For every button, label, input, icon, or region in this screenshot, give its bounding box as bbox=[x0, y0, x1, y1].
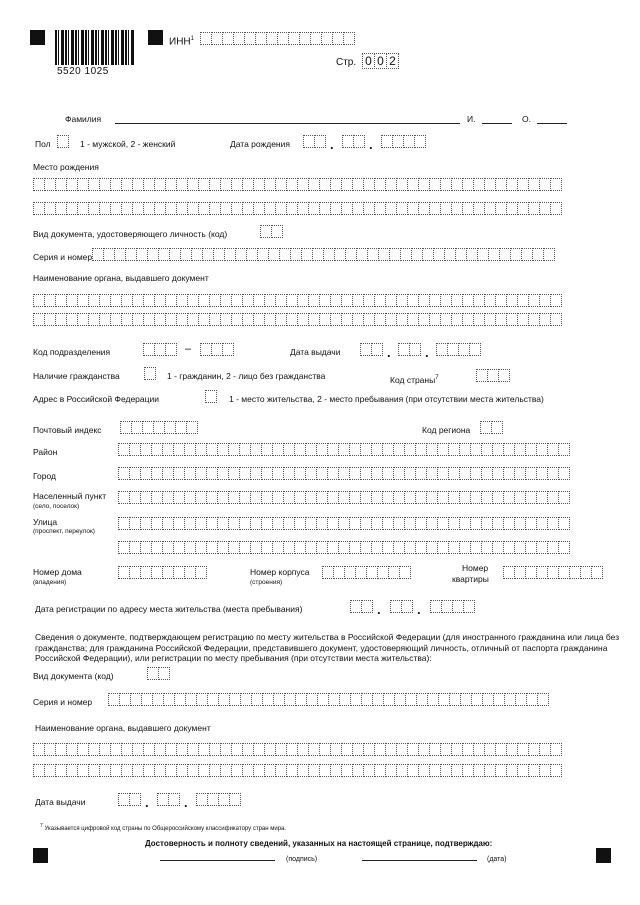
signature-line[interactable] bbox=[160, 860, 275, 861]
issue-day-cells[interactable] bbox=[360, 343, 382, 356]
doc-issuer-row-2[interactable] bbox=[33, 313, 561, 326]
reg-doc-series-cells[interactable] bbox=[108, 693, 548, 706]
registration-mark-bottom-left bbox=[33, 848, 48, 863]
birth-place-label: Место рождения bbox=[33, 162, 99, 172]
doc-issuer-row-1[interactable] bbox=[33, 294, 561, 307]
page-label: Стр. bbox=[336, 57, 357, 68]
sex-label: Пол bbox=[35, 139, 51, 149]
reg-date-label: Дата регистрации по адресу места жительства (места пребывания) bbox=[35, 604, 303, 614]
city-cells[interactable] bbox=[118, 467, 569, 480]
inn-label: ИНН$^1$ bbox=[169, 36, 194, 48]
sex-cell[interactable] bbox=[57, 135, 68, 148]
house-label: Номер дома bbox=[33, 567, 82, 577]
country-code-label: Код страны$^7$ bbox=[390, 374, 439, 385]
country-code-cells[interactable] bbox=[476, 369, 509, 382]
flat-label: Номер bbox=[462, 563, 489, 573]
locality-label: Населенный пункт bbox=[33, 491, 107, 501]
flat-cells[interactable] bbox=[503, 566, 602, 579]
birth-place-row-2[interactable] bbox=[33, 202, 561, 215]
reg-doc-paragraph: Сведения о документе, подтверждающем регистрацию по месту жительства в Российской Федерации (для иностранного гражданина или лица без гражданства; для гражданина Российской Федерации, представившего документ, удостоверяющий личность, отличный от паспорта гражданина Российской Федерации), или регистрации по месту пребывания (при отсутствии места жительства): bbox=[35, 632, 620, 663]
issue-year-cells[interactable] bbox=[436, 343, 480, 356]
birth-place-row-1[interactable] bbox=[33, 178, 561, 191]
doc-series-cells[interactable] bbox=[92, 248, 554, 261]
building-cells[interactable] bbox=[322, 566, 410, 579]
reg-doc-type-label: Вид документа (код) bbox=[33, 671, 114, 681]
flat-label-2: квартиры bbox=[452, 574, 489, 584]
initial-o-label: О. bbox=[522, 114, 531, 124]
region-code-cells[interactable] bbox=[480, 421, 502, 434]
building-sub: (строения) bbox=[250, 579, 283, 586]
registration-mark-top-mid bbox=[148, 30, 163, 45]
division-code-label: Код подразделения bbox=[33, 347, 111, 357]
reg-doc-series-label: Серия и номер bbox=[33, 697, 93, 707]
reg-doc-issuer-row-1[interactable] bbox=[33, 743, 561, 756]
sex-hint: 1 - мужской, 2 - женский bbox=[80, 139, 176, 149]
issue-date-label: Дата выдачи bbox=[290, 347, 341, 357]
street-cells-2[interactable] bbox=[118, 541, 569, 554]
postal-code-label: Почтовый индекс bbox=[33, 425, 102, 435]
reg-doc-year-cells[interactable] bbox=[196, 793, 240, 806]
reg-doc-issuer-row-2[interactable] bbox=[33, 764, 561, 777]
date-line[interactable] bbox=[362, 860, 477, 861]
inn-cells[interactable] bbox=[200, 32, 354, 45]
reg-doc-date-label: Дата выдачи bbox=[35, 797, 86, 807]
reg-year-cells[interactable] bbox=[430, 600, 474, 613]
barcode-number: 5520 1025 bbox=[57, 66, 109, 77]
address-label: Адрес в Российской Федерации bbox=[33, 394, 160, 404]
district-cells[interactable] bbox=[118, 443, 569, 456]
house-cells[interactable] bbox=[118, 566, 206, 579]
reg-doc-type-cells[interactable] bbox=[147, 667, 169, 680]
doc-issuer-label: Наименование органа, выдавшего документ bbox=[33, 273, 209, 283]
citizenship-label: Наличие гражданства bbox=[33, 371, 120, 381]
surname-label: Фамилия bbox=[65, 114, 102, 124]
street-sub: (проспект, переулок) bbox=[33, 528, 95, 535]
address-hint: 1 - место жительства, 2 - место пребывания (при отсутствии места жительства) bbox=[229, 394, 544, 404]
district-label: Район bbox=[33, 447, 58, 457]
reg-doc-issuer-label: Наименование органа, выдавшего документ bbox=[35, 723, 211, 733]
date-caption: (дата) bbox=[487, 856, 507, 863]
street-label: Улица bbox=[33, 517, 58, 527]
locality-cells[interactable] bbox=[118, 491, 569, 504]
division-code-cells-2[interactable] bbox=[200, 343, 233, 356]
building-label: Номер корпуса bbox=[250, 567, 310, 577]
birth-month-cells[interactable] bbox=[342, 135, 364, 148]
initial-o-line[interactable] bbox=[537, 123, 567, 124]
citizenship-cell[interactable] bbox=[144, 367, 155, 380]
birth-day-cells[interactable] bbox=[303, 135, 325, 148]
barcode bbox=[55, 30, 135, 65]
postal-code-cells[interactable] bbox=[120, 421, 197, 434]
page-number: 0 0 2 bbox=[362, 53, 398, 69]
doc-type-label: Вид документа, удостоверяющего личность (код) bbox=[33, 229, 228, 239]
street-cells-1[interactable] bbox=[118, 517, 569, 530]
locality-sub: (село, поселок) bbox=[33, 503, 80, 510]
initial-i-line[interactable] bbox=[482, 123, 512, 124]
doc-type-cells[interactable] bbox=[260, 225, 282, 238]
citizenship-hint: 1 - гражданин, 2 - лицо без гражданства bbox=[167, 371, 326, 381]
city-label: Город bbox=[33, 471, 56, 481]
issue-month-cells[interactable] bbox=[398, 343, 420, 356]
surname-line[interactable] bbox=[115, 123, 460, 124]
initial-i-label: И. bbox=[467, 114, 476, 124]
registration-mark-bottom-right bbox=[596, 848, 611, 863]
birth-year-cells[interactable] bbox=[381, 135, 425, 148]
birth-date-label: Дата рождения bbox=[230, 139, 290, 149]
reg-month-cells[interactable] bbox=[390, 600, 412, 613]
reg-day-cells[interactable] bbox=[350, 600, 372, 613]
division-code-cells-1[interactable] bbox=[143, 343, 176, 356]
registration-mark-top-left bbox=[30, 30, 45, 45]
signature-caption: (подпись) bbox=[286, 856, 318, 863]
house-sub: (владения) bbox=[33, 579, 67, 586]
address-type-cell[interactable] bbox=[205, 390, 216, 403]
region-code-label: Код региона bbox=[422, 425, 471, 435]
footnote: $^7$ Указывается цифровой код страны по Общероссийскому классификатору стран мира. bbox=[40, 823, 287, 832]
reg-doc-month-cells[interactable] bbox=[157, 793, 179, 806]
doc-series-label: Серия и номер bbox=[33, 252, 93, 262]
confirm-text: Достоверность и полноту сведений, указанных на настоящей странице, подтверждаю: bbox=[145, 839, 493, 848]
reg-doc-day-cells[interactable] bbox=[118, 793, 140, 806]
